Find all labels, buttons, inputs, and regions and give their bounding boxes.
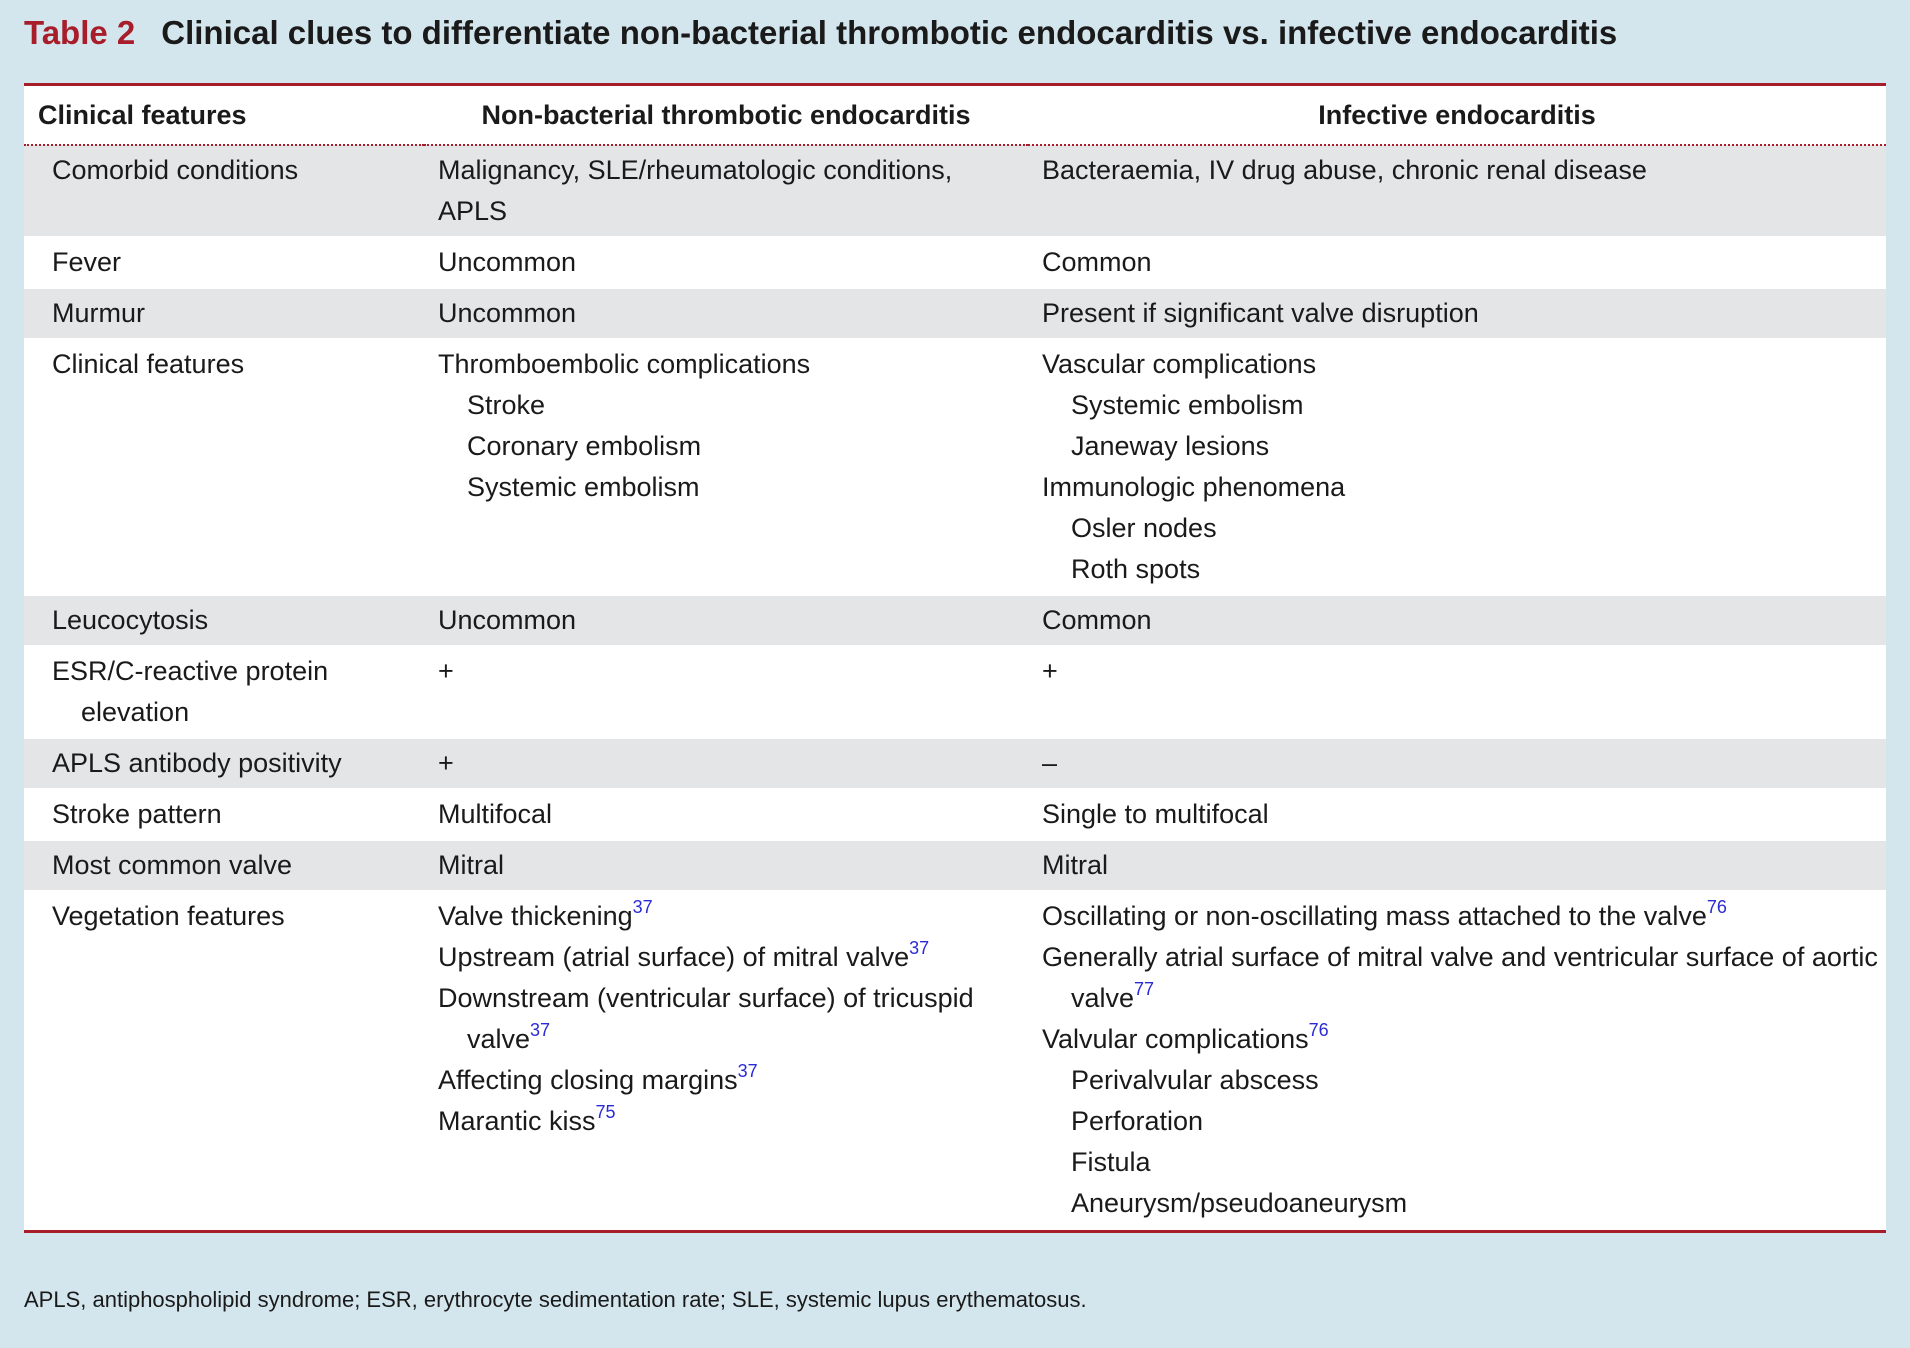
row-label: Stroke pattern — [52, 799, 222, 829]
cell-subitem: Perforation — [1071, 1106, 1204, 1136]
cell-subitem: Stroke — [467, 390, 546, 420]
nbte-cell: Multifocal — [438, 799, 553, 829]
row-label: Most common valve — [24, 840, 424, 891]
header-row — [24, 86, 1886, 145]
cell-line: Marantic kiss$^{75}$ — [438, 1102, 616, 1136]
nbte-cell: + — [438, 656, 454, 686]
cell-line: Vascular complications — [1042, 349, 1317, 379]
table-row — [24, 789, 1886, 840]
row-label: Vegetation features — [52, 901, 285, 931]
cell-line: Immunologic phenomena — [1042, 472, 1346, 502]
nbte-cell — [424, 339, 1028, 595]
table-row — [24, 595, 1886, 646]
ie-cell: Bacteraemia, IV drug abuse, chronic renal disease — [1028, 145, 1886, 237]
cell-subitem: Fistula — [1071, 1147, 1151, 1177]
nbte-cell: Mitral — [424, 840, 1028, 891]
table-row — [24, 237, 1886, 288]
cell-line: elevation — [81, 697, 190, 727]
reference-link[interactable]: 75 — [595, 1102, 616, 1122]
table-row — [24, 339, 1886, 595]
ie-cell: Single to multifocal — [1042, 799, 1269, 829]
cell-line: Valvular complications$^{76}$ — [1042, 1020, 1329, 1054]
ie-cell: Present if significant valve disruption — [1028, 288, 1886, 339]
ie-cell — [1028, 339, 1886, 595]
reference-link[interactable]: 76 — [1706, 897, 1727, 917]
table-row — [24, 646, 1886, 738]
header-nbte: Non-bacterial thrombotic endocarditis — [424, 86, 1028, 145]
row-label: Clinical features — [52, 349, 245, 379]
table-footnote: APLS, antiphospholipid syndrome; ESR, erythrocyte sedimentation rate; SLE, systemic lupus erythematosus. — [24, 1287, 1087, 1312]
reference-link[interactable]: 37 — [530, 1020, 551, 1040]
cell-line: Affecting closing margins$^{37}$ — [438, 1061, 758, 1095]
cell-line: Oscillating or non-oscillating mass attached to the valve$^{76}$ — [1042, 897, 1727, 931]
ie-cell — [1028, 891, 1886, 1229]
cell-line: Downstream (ventricular surface) of tricuspid valve$^{37}$ — [438, 983, 974, 1054]
ie-cell: Common — [1042, 247, 1152, 277]
nbte-cell: + — [424, 738, 1028, 789]
reference-link[interactable]: 37 — [737, 1061, 758, 1081]
cell-subitem: Perivalvular abscess — [1071, 1065, 1319, 1095]
header-ie: Infective endocarditis — [1028, 86, 1886, 145]
cell-subitem: Osler nodes — [1071, 513, 1217, 543]
nbte-cell: Uncommon — [424, 288, 1028, 339]
cell-subitem: Roth spots — [1071, 554, 1201, 584]
nbte-cell: Uncommon — [424, 595, 1028, 646]
reference-link[interactable]: 37 — [632, 897, 653, 917]
row-label: Fever — [52, 247, 122, 277]
cell-line: Upstream (atrial surface) of mitral valve$^{37}$ — [438, 938, 930, 972]
header-clinical-features: Clinical features — [24, 86, 424, 145]
table-label: Table 2 — [24, 14, 136, 51]
cell-line: Valve thickening$^{37}$ — [438, 897, 653, 931]
table-row — [24, 891, 1886, 1229]
cell-line: Thromboembolic complications — [438, 349, 811, 379]
cell-subitem: Coronary embolism — [467, 431, 702, 461]
nbte-cell: Malignancy, SLE/rheumatologic conditions, APLS — [424, 145, 1028, 237]
table-row — [24, 738, 1886, 789]
cell-line: ESR/C-reactive protein — [52, 656, 329, 686]
cell-line: Generally atrial surface of mitral valve and ventricular surface of aortic valve$^{77}$ — [1042, 942, 1878, 1013]
ie-cell: Common — [1028, 595, 1886, 646]
cell-subitem: Aneurysm/pseudoaneurysm — [1071, 1188, 1408, 1218]
ie-cell: – — [1028, 738, 1886, 789]
nbte-cell: Uncommon — [438, 247, 577, 277]
cell-subitem: Systemic embolism — [1071, 390, 1304, 420]
cell-subitem: Systemic embolism — [467, 472, 700, 502]
reference-link[interactable]: 77 — [1134, 979, 1155, 999]
row-label — [24, 646, 424, 738]
table-caption — [24, 14, 1617, 52]
nbte-cell — [424, 891, 1028, 1229]
table-row — [24, 288, 1886, 339]
row-label: APLS antibody positivity — [24, 738, 424, 789]
reference-link[interactable]: 76 — [1308, 1020, 1329, 1040]
reference-link[interactable]: 37 — [909, 938, 930, 958]
table-container — [24, 83, 1886, 1233]
row-label: Comorbid conditions — [24, 145, 424, 237]
row-label: Leucocytosis — [24, 595, 424, 646]
ie-cell: + — [1042, 656, 1058, 686]
table-title: Clinical clues to differentiate non-bacterial thrombotic endocarditis vs. infective endocarditis — [161, 14, 1618, 51]
table-row — [24, 840, 1886, 891]
cell-subitem: Janeway lesions — [1071, 431, 1270, 461]
table-row — [24, 145, 1886, 237]
ie-cell: Mitral — [1028, 840, 1886, 891]
row-label: Murmur — [24, 288, 424, 339]
comparison-table — [24, 86, 1886, 1230]
